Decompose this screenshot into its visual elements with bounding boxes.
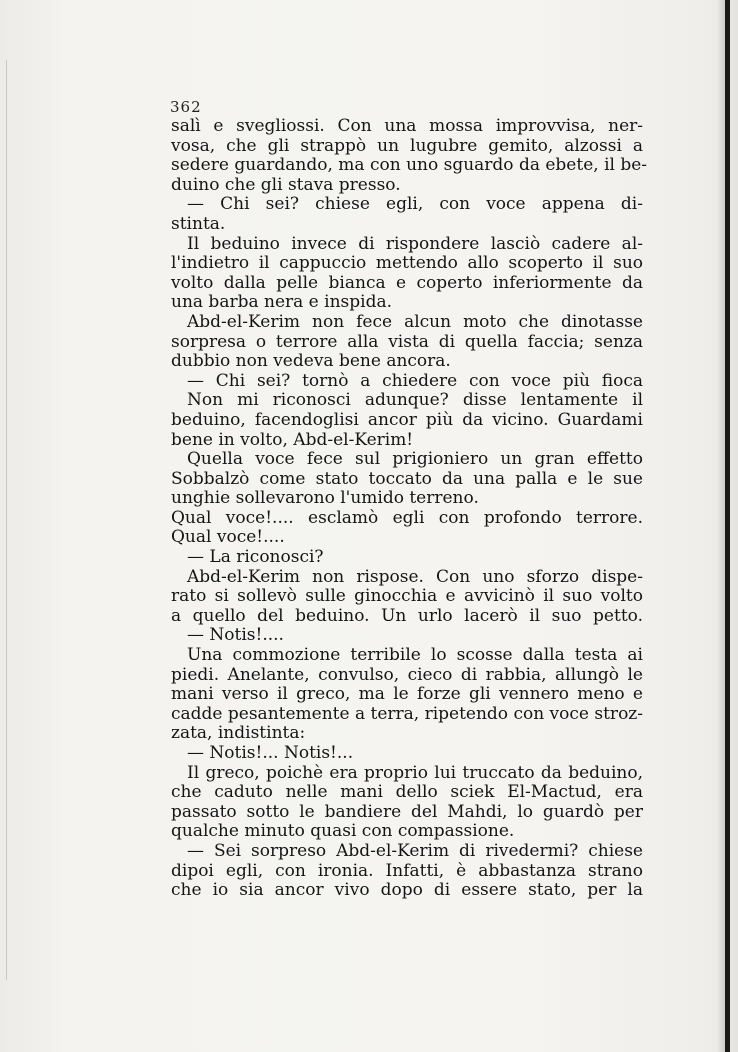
text-line: dubbio non vedeva bene ancora. (171, 351, 451, 372)
text-line: cadde pesantemente a terra, ripetendo con voce stroz- (171, 703, 643, 724)
text-line: che io sia ancor vivo dopo di essere stato, per la (171, 880, 643, 901)
text-line: Il beduino invece di rispondere lasciò cadere al- (187, 233, 643, 254)
text-line: Non mi riconosci adunque? disse lentamente il (187, 390, 643, 411)
text-line: — Chi sei? tornò a chiedere con voce più fioca (187, 370, 643, 391)
text-line: l'indietro il cappuccio mettendo allo scoperto il suo (171, 253, 643, 274)
text-line: rato si sollevò sulle ginocchia e avvicinò il suo volto (171, 586, 643, 607)
text-line: dipoi egli, con ironia. Infatti, è abbastanza strano (171, 860, 643, 881)
page-left-edge (6, 60, 7, 980)
text-line: — Notis!.... (187, 625, 284, 646)
text-line: Abd-el-Kerim non fece alcun moto che dinotasse (187, 311, 643, 332)
page-text (171, 116, 648, 901)
text-line: Quella voce fece sul prigioniero un gran effetto (187, 449, 643, 470)
text-line: — Sei sorpreso Abd-el-Kerim di rivedermi? chiese (187, 840, 643, 861)
text-line: Il greco, poichè era proprio lui truccato da beduino, (187, 762, 643, 783)
text-line: volto dalla pelle bianca e coperto inferiormente da (171, 272, 643, 293)
text-line: duino che gli stava presso. (171, 174, 401, 195)
text-line: vosa, che gli strappò un lugubre gemito, alzossi a (171, 135, 643, 156)
text-line: zata, indistinta: (171, 723, 306, 744)
text-line: a quello del beduino. Un urlo lacerò il suo petto. (171, 605, 643, 626)
text-line: stinta. (171, 213, 226, 234)
text-line: sorpresa o terrore alla vista di quella faccia; senza (171, 331, 643, 352)
text-line: mani verso il greco, ma le forze gli vennero meno e (171, 684, 643, 705)
text-line: unghie sollevarono l'umido terreno. (171, 488, 479, 509)
text-line: Una commozione terribile lo scosse dalla testa ai (187, 645, 643, 666)
text-line: sedere guardando, ma con uno sguardo da ebete, il be- (171, 155, 648, 176)
text-line: passato sotto le bandiere del Mahdi, lo guardò per (171, 801, 643, 822)
text-line: che caduto nelle mani dello sciek El-Mactud, era (171, 782, 643, 803)
text-line: qualche minuto quasi con compassione. (171, 821, 515, 842)
binding-edge (725, 0, 730, 1052)
text-line: — La riconosci? (187, 547, 324, 568)
page-number: 362 (170, 98, 202, 116)
text-line: una barba nera e inspida. (171, 292, 392, 313)
text-line: Qual voce!.... (171, 527, 285, 548)
text-line: Sobbalzò come stato toccato da una palla e le sue (171, 468, 643, 489)
text-line: — Chi sei? chiese egli, con voce appena di- (187, 194, 643, 215)
text-line: piedi. Anelante, convulso, cieco di rabbia, allungò le (171, 664, 643, 685)
text-line: bene in volto, Abd-el-Kerim! (171, 429, 414, 450)
text-line: Qual voce!.... esclamò egli con profondo terrore. (171, 507, 643, 528)
text-line: — Notis!... Notis!... (187, 743, 354, 763)
text-line: beduino, facendoglisi ancor più da vicino. Guardami (171, 409, 643, 430)
text-line: salì e svegliossi. Con una mossa improvvisa, ner- (171, 116, 643, 136)
binding-shadow (717, 0, 725, 1052)
text-line: Abd-el-Kerim non rispose. Con uno sforzo dispe- (187, 566, 643, 587)
